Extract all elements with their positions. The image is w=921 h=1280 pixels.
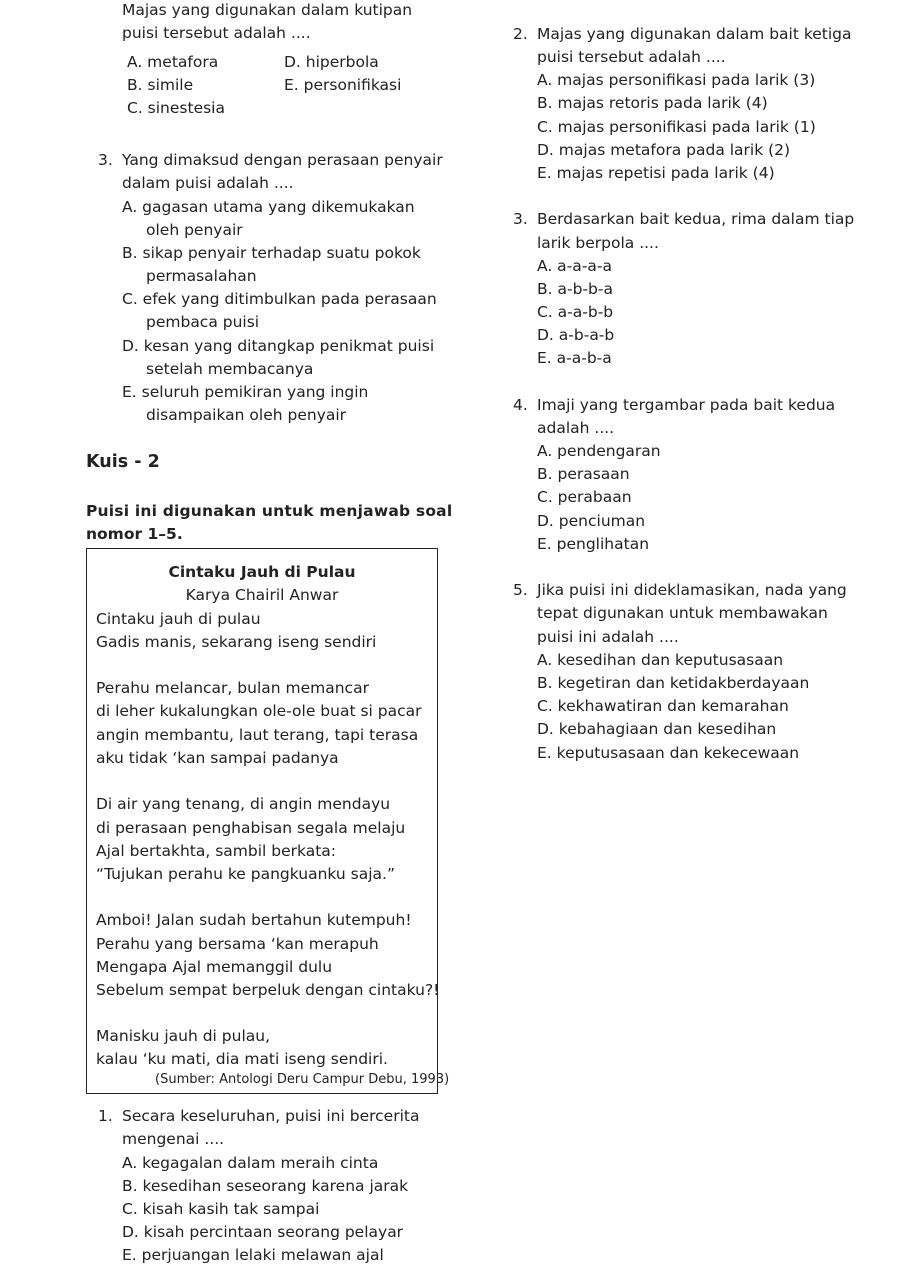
- option-d: D. kisah percintaan seorang pelayar: [122, 1223, 404, 1241]
- option-a: A. metafora: [127, 53, 219, 71]
- option-c: C. sinestesia: [127, 99, 225, 117]
- option-e: E. seluruh pemikiran yang ingin: [122, 383, 369, 401]
- option-b: B. simile: [127, 76, 194, 94]
- question-number: 2.: [513, 25, 528, 43]
- option-a: A. a-a-a-a: [537, 257, 612, 275]
- option-b: B. sikap penyair terhadap suatu pokok: [122, 244, 421, 262]
- poem-line: Cintaku jauh di pulau: [96, 610, 261, 628]
- question-stem: Yang dimaksud dengan perasaan penyair: [122, 151, 443, 169]
- question-stem: Majas yang digunakan dalam kutipan: [122, 1, 413, 19]
- poem-line: Manisku jauh di pulau,: [96, 1027, 270, 1045]
- question-number: 3.: [513, 210, 528, 228]
- question-stem: Jika puisi ini dideklamasikan, nada yang: [537, 581, 847, 599]
- option-a: A. majas personifikasi pada larik (3): [537, 71, 816, 89]
- poem-line: Gadis manis, sekarang iseng sendiri: [96, 633, 377, 651]
- question-stem: tepat digunakan untuk membawakan: [537, 604, 828, 622]
- question-stem: Secara keseluruhan, puisi ini bercerita: [122, 1107, 420, 1125]
- option-c: C. a-a-b-b: [537, 303, 614, 321]
- option-c: C. kisah kasih tak sampai: [122, 1200, 320, 1218]
- option-c: C. perabaan: [537, 488, 632, 506]
- option-a: A. kegagalan dalam meraih cinta: [122, 1154, 379, 1172]
- option-e: E. keputusasaan dan kekecewaan: [537, 744, 800, 762]
- option-a: A. pendengaran: [537, 442, 661, 460]
- option-e: E. penglihatan: [537, 535, 650, 553]
- poem-line: di perasaan penghabisan segala melaju: [96, 819, 406, 837]
- option-e: E. a-a-b-a: [537, 349, 612, 367]
- question-stem: adalah ....: [537, 419, 615, 437]
- option-c-cont: pembaca puisi: [146, 313, 260, 331]
- poem-line: kalau ‘ku mati, dia mati iseng sendiri.: [96, 1050, 388, 1068]
- poem-line: Sebelum sempat berpeluk dengan cintaku?!: [96, 981, 440, 999]
- poem-line: Di air yang tenang, di angin mendayu: [96, 795, 391, 813]
- instruction: Puisi ini digunakan untuk menjawab soal: [86, 502, 453, 520]
- option-b: B. majas retoris pada larik (4): [537, 94, 768, 112]
- option-b: B. kegetiran dan ketidakberdayaan: [537, 674, 810, 692]
- question-stem: puisi tersebut adalah ....: [122, 24, 311, 42]
- poem-line: angin membantu, laut terang, tapi terasa: [96, 726, 419, 744]
- poem-line: Mengapa Ajal memanggil dulu: [96, 958, 333, 976]
- question-number: 1.: [98, 1107, 113, 1125]
- option-e: E. personifikasi: [284, 76, 402, 94]
- option-a: A. gagasan utama yang dikemukakan: [122, 198, 415, 216]
- question-number: 4.: [513, 396, 528, 414]
- question-stem: puisi tersebut adalah ....: [537, 48, 726, 66]
- option-c: C. kekhawatiran dan kemarahan: [537, 697, 789, 715]
- poem-line: Perahu yang bersama ‘kan merapuh: [96, 935, 379, 953]
- option-a-cont: oleh penyair: [146, 221, 243, 239]
- question-number: 3.: [98, 151, 113, 169]
- option-d: D. kebahagiaan dan kesedihan: [537, 720, 777, 738]
- poem-source: (Sumber: Antologi Deru Campur Debu, 1993): [155, 1072, 450, 1087]
- poem-author: Karya Chairil Anwar: [185, 586, 339, 604]
- option-d-cont: setelah membacanya: [146, 360, 314, 378]
- question-number: 5.: [513, 581, 528, 599]
- question-stem: puisi ini adalah ....: [537, 628, 679, 646]
- option-b: B. a-b-b-a: [537, 280, 613, 298]
- poem-line: aku tidak ‘kan sampai padanya: [96, 749, 339, 767]
- option-c: C. majas personifikasi pada larik (1): [537, 118, 816, 136]
- option-e-cont: disampaikan oleh penyair: [146, 406, 347, 424]
- option-a: A. kesedihan dan keputusasaan: [537, 651, 784, 669]
- poem-line: di leher kukalungkan ole-ole buat si pacar: [96, 702, 422, 720]
- question-stem: mengenai ....: [122, 1130, 225, 1148]
- poem-title: Cintaku Jauh di Pulau: [168, 563, 356, 581]
- option-d: D. hiperbola: [284, 53, 379, 71]
- option-b: B. perasaan: [537, 465, 630, 483]
- question-stem: dalam puisi adalah ....: [122, 174, 294, 192]
- poem-line: Perahu melancar, bulan memancar: [96, 679, 369, 697]
- option-d: D. a-b-a-b: [537, 326, 615, 344]
- poem-line: Ajal bertakhta, sambil berkata:: [96, 842, 336, 860]
- option-b-cont: permasalahan: [146, 267, 257, 285]
- option-d: D. penciuman: [537, 512, 646, 530]
- section-title: Kuis - 2: [86, 452, 160, 472]
- option-b: B. kesedihan seseorang karena jarak: [122, 1177, 409, 1195]
- option-e: E. majas repetisi pada larik (4): [537, 164, 775, 182]
- option-c: C. efek yang ditimbulkan pada perasaan: [122, 290, 437, 308]
- poem-line: Amboi! Jalan sudah bertahun kutempuh!: [96, 911, 412, 929]
- option-d: D. majas metafora pada larik (2): [537, 141, 791, 159]
- option-d: D. kesan yang ditangkap penikmat puisi: [122, 337, 435, 355]
- question-stem: Berdasarkan bait kedua, rima dalam tiap: [537, 210, 855, 228]
- question-stem: Majas yang digunakan dalam bait ketiga: [537, 25, 852, 43]
- instruction: nomor 1–5.: [86, 525, 183, 543]
- question-stem: Imaji yang tergambar pada bait kedua: [537, 396, 836, 414]
- question-stem: larik berpola ....: [537, 234, 659, 252]
- option-e: E. perjuangan lelaki melawan ajal: [122, 1246, 384, 1264]
- poem-line: “Tujukan perahu ke pangkuanku saja.”: [96, 865, 395, 883]
